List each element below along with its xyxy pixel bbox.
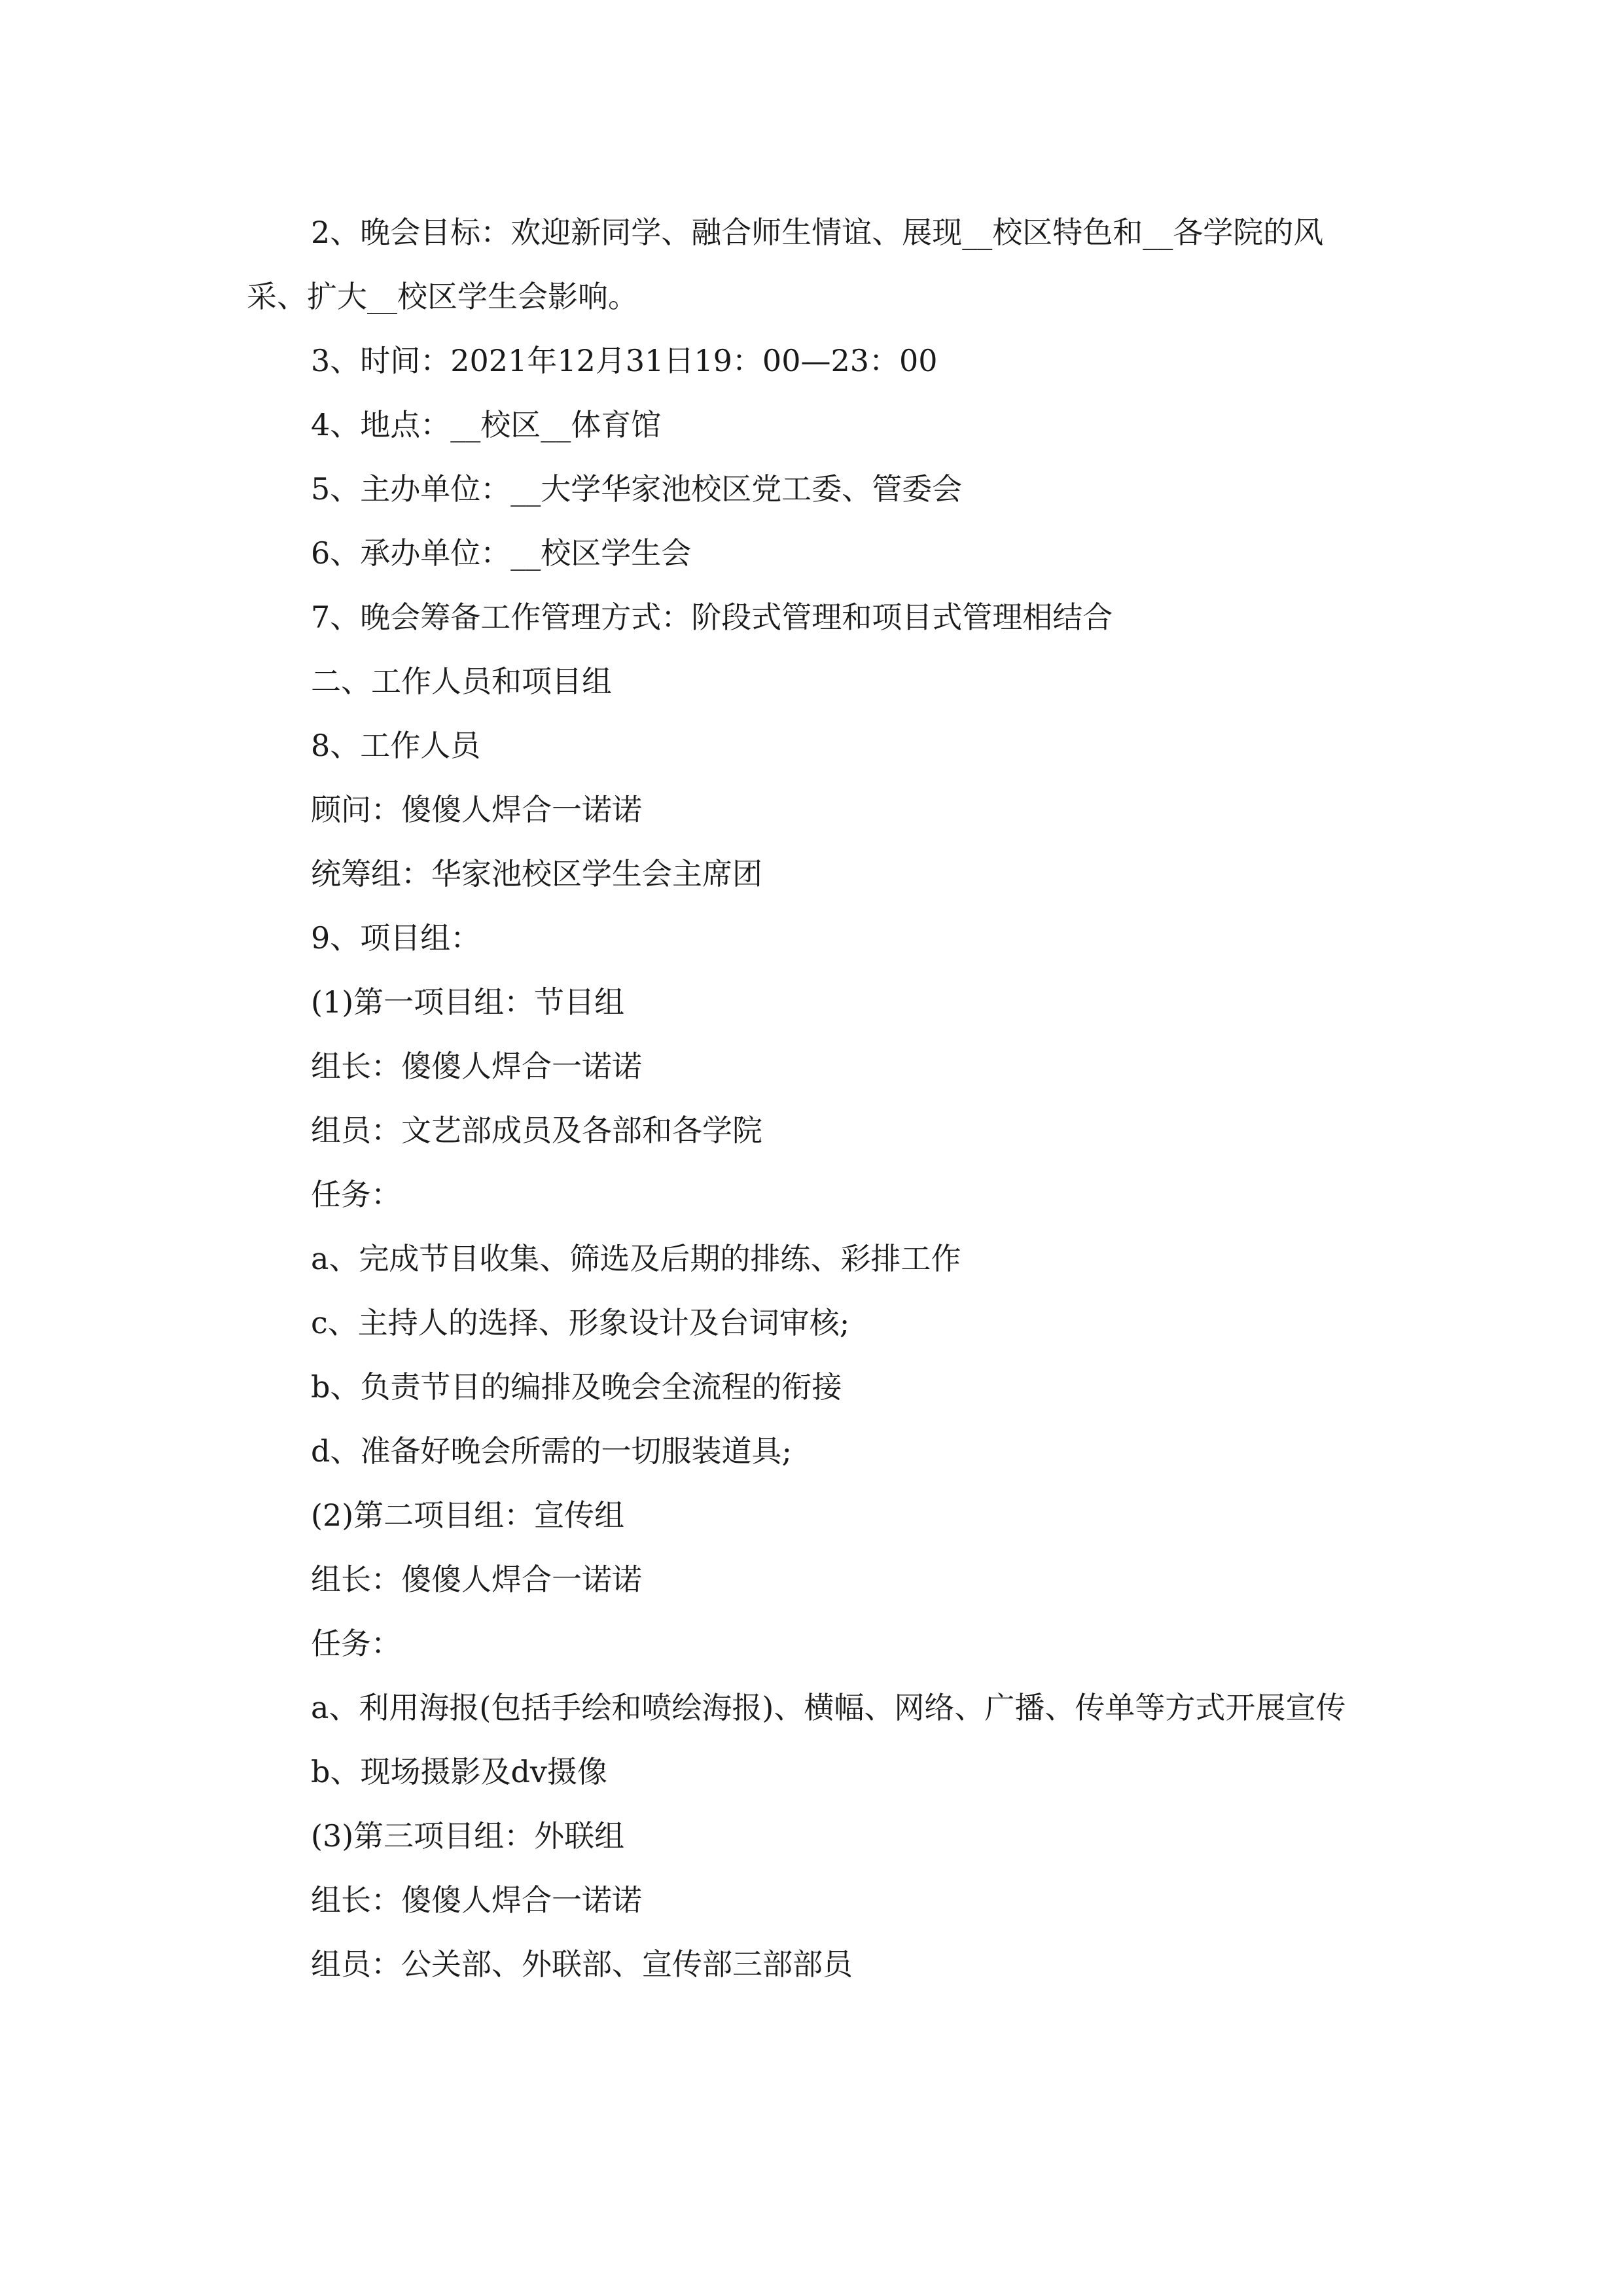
paragraph-group-1-members: 组员：文艺部成员及各部和各学院 — [311, 1113, 762, 1148]
paragraph-task-promo-a: a、利用海报(包括手绘和喷绘海报)、横幅、网络、广播、传单等方式开展宣传 — [311, 1690, 1346, 1725]
paragraph-group-2-tasks: 任务： — [311, 1626, 401, 1661]
paragraph-group-1-leader: 组长：傻傻人焊合一诺诺 — [311, 1049, 642, 1084]
paragraph-group-2: (2)第二项目组：宣传组 — [311, 1498, 625, 1533]
paragraph-project-groups: 9、项目组： — [311, 920, 481, 956]
paragraph-location: 4、地点：__校区__体育馆 — [311, 407, 662, 442]
document-body — [247, 200, 1378, 1996]
paragraph-task-b: b、负责节目的编排及晚会全流程的衔接 — [311, 1369, 842, 1405]
paragraph-task-a: a、完成节目收集、筛选及后期的排练、彩排工作 — [311, 1241, 961, 1276]
paragraph-time: 3、时间：2021年12月31日19：00—23：00 — [311, 343, 938, 378]
paragraph-group-3-members: 组员：公关部、外联部、宣传部三部部员 — [311, 1946, 853, 1982]
paragraph-task-c: c、主持人的选择、形象设计及台词审核; — [311, 1305, 850, 1340]
paragraph-host: 6、承办单位：__校区学生会 — [311, 535, 692, 571]
paragraph-staff: 8、工作人员 — [311, 728, 481, 763]
paragraph-task-d: d、准备好晚会所需的一切服装道具; — [311, 1433, 792, 1469]
paragraph-group-1: (1)第一项目组：节目组 — [311, 984, 625, 1020]
paragraph-organizer: 5、主办单位：__大学华家池校区党工委、管委会 — [311, 471, 963, 507]
paragraph-task-promo-b: b、现场摄影及dv摄像 — [311, 1754, 607, 1789]
paragraph-management: 7、晚会筹备工作管理方式：阶段式管理和项目式管理相结合 — [311, 600, 1113, 635]
paragraph-group-2-leader: 组长：傻傻人焊合一诺诺 — [311, 1562, 642, 1597]
paragraph-coordination: 统筹组：华家池校区学生会主席团 — [311, 856, 762, 891]
section-heading-staff: 二、工作人员和项目组 — [311, 664, 612, 699]
paragraph-goal: 2、晚会目标：欢迎新同学、融合师生情谊、展现__校区特色和__各学院的风采、扩大__校区学生会影响。 — [247, 215, 1324, 314]
paragraph-group-3-leader: 组长：傻傻人焊合一诺诺 — [311, 1882, 642, 1918]
paragraph-advisor: 顾问：傻傻人焊合一诺诺 — [311, 792, 642, 827]
paragraph-group-1-tasks: 任务： — [311, 1177, 401, 1212]
paragraph-group-3: (3)第三项目组：外联组 — [311, 1818, 625, 1854]
